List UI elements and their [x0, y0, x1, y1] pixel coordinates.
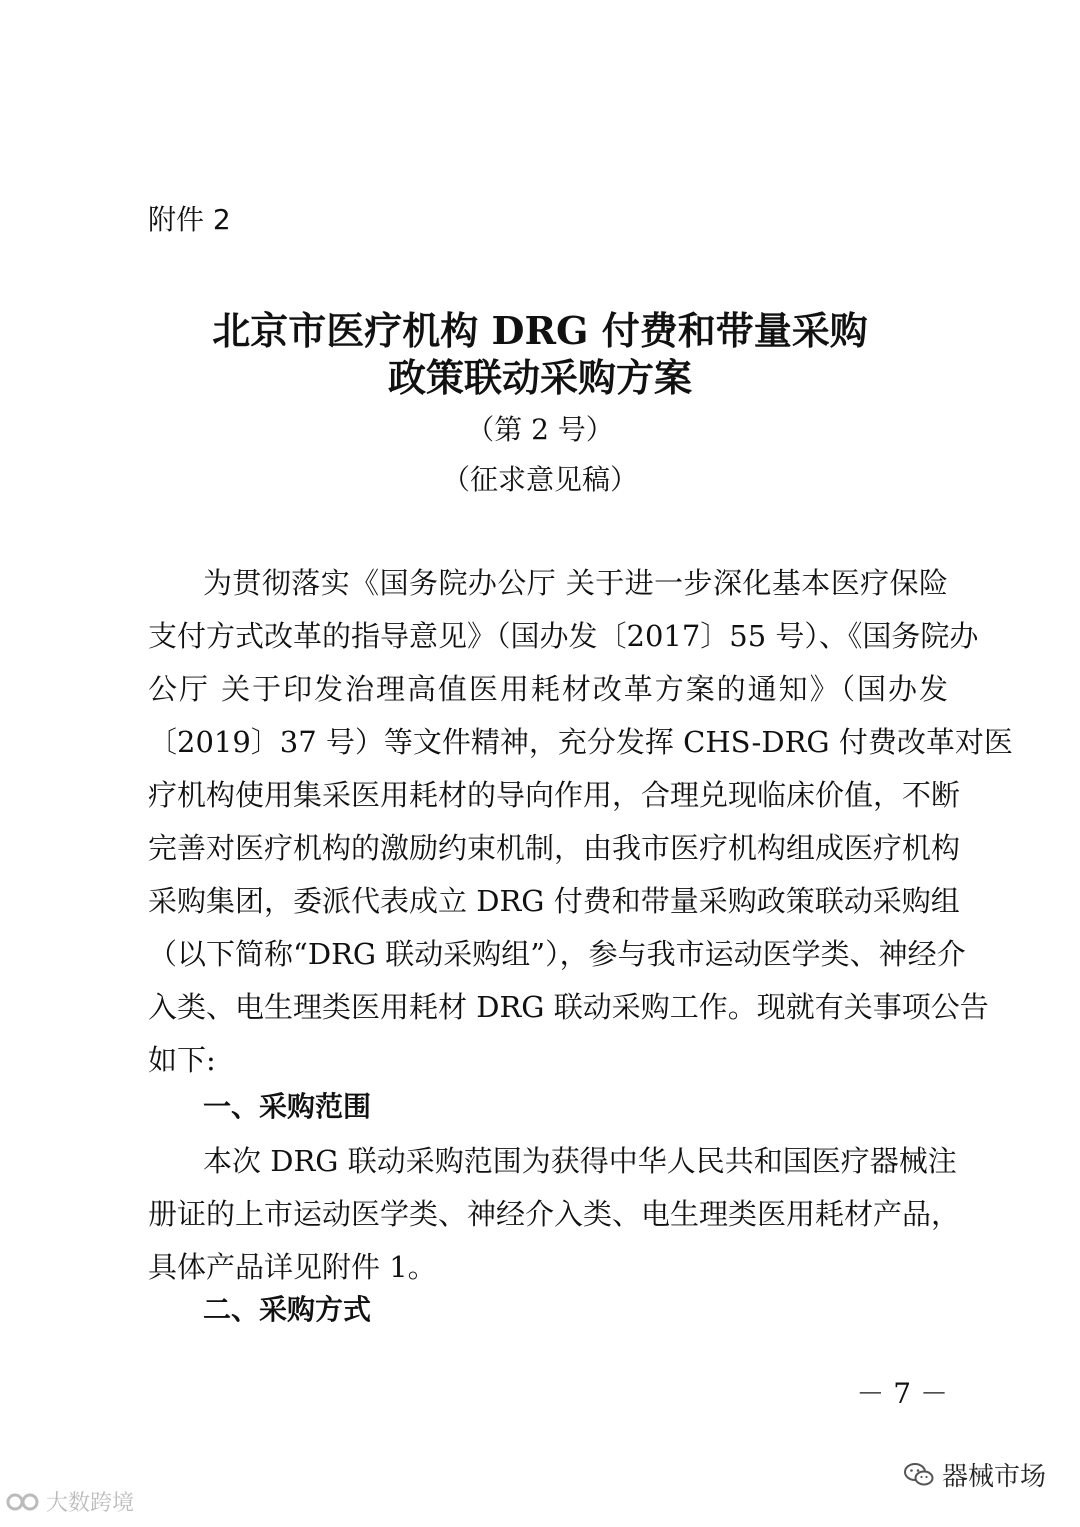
intro-line: 为贯彻落实《国务院办公厅 关于进一步深化基本医疗保险 [203, 566, 948, 600]
scope-line: 本次 DRG 联动采购范围为获得中华人民共和国医疗器械注 [203, 1144, 957, 1178]
watermark-right-text: 器械市场 [942, 1462, 1047, 1492]
document-title-line-1: 北京市医疗机构 DRG 付费和带量采购 [212, 308, 868, 353]
scope-line: 具体产品详见附件 1。 [148, 1250, 437, 1284]
intro-line: 疗机构使用集采医用耗材的导向作用，合理兑现临床价值，不断 [148, 778, 961, 812]
attachment-label: 附件 2 [148, 203, 231, 236]
section-heading-method: 二、采购方式 [203, 1293, 372, 1326]
intro-line: 入类、电生理类医用耗材 DRG 联动采购工作。现就有关事项公告 [148, 990, 989, 1024]
section-heading-scope: 一、采购范围 [203, 1090, 372, 1123]
draft-note: （征求意见稿） [441, 463, 638, 496]
page-number: － 7 － [856, 1377, 948, 1410]
watermark-right [904, 1456, 1046, 1493]
intro-line: 采购集团，委派代表成立 DRG 付费和带量采购政策联动采购组 [148, 884, 960, 918]
intro-line: 〔2019〕37 号）等文件精神，充分发挥 CHS-DRG 付费改革对医 [148, 725, 1013, 759]
scope-line: 册证的上市运动医学类、神经介入类、电生理类医用耗材产品， [148, 1197, 961, 1231]
intro-line: 完善对医疗机构的激励约束机制，由我市医疗机构组成医疗机构 [148, 831, 961, 865]
intro-line: 支付方式改革的指导意见》（国办发〔2017〕55 号）、《国务院办 [148, 619, 979, 653]
da-shu-logo-icon [6, 1489, 40, 1515]
watermark-left [6, 1486, 134, 1517]
watermark-left-text: 大数跨境 [46, 1491, 135, 1516]
number-note: （第 2 号） [466, 413, 614, 446]
wechat-icon [904, 1462, 934, 1488]
document-title-line-2: 政策联动采购方案 [387, 355, 692, 400]
intro-line: 如下: [148, 1043, 216, 1077]
intro-line: 公厅 关于印发治理高值医用耗材改革方案的通知》（国办发 [148, 672, 948, 706]
intro-line: （以下简称“DRG 联动采购组”），参与我市运动医学类、神经介 [148, 937, 966, 971]
